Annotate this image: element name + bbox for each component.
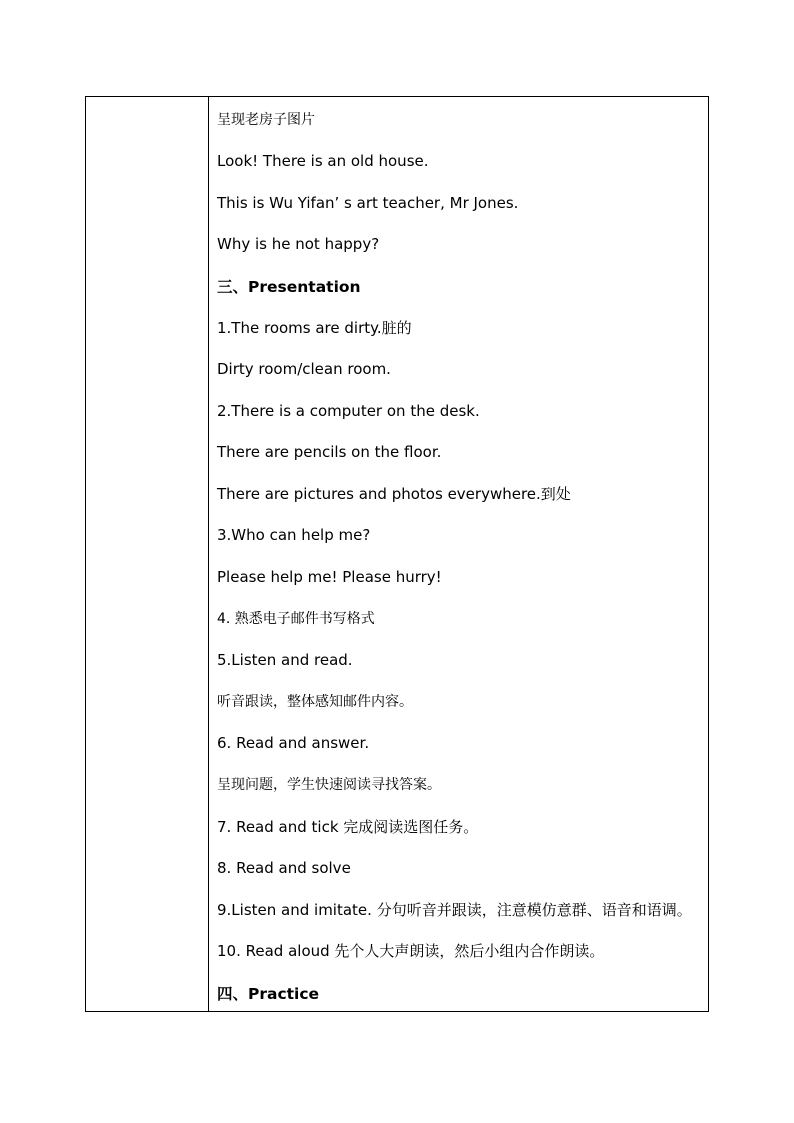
line-why-not-happy: Why is he not happy? [217,235,380,253]
line-please-help: Please help me! Please hurry! [217,568,442,586]
line-email-format: 4. 熟悉电子邮件书写格式 [217,611,375,627]
line-read-aloud: 10. Read aloud 先个人大声朗读，然后小组内合作朗读。 [217,942,605,960]
line-computer-on-desk: 2.There is a computer on the desk. [217,402,480,420]
column-divider [208,97,209,1011]
line-who-can-help: 3.Who can help me? [217,526,371,544]
section-heading-presentation: 三、Presentation [217,278,361,296]
line-listen-and-imitate: 9.Listen and imitate. 分句听音并跟读，注意模仿意群、语音和语调。 [217,901,692,919]
line-present-questions: 呈现问题，学生快速阅读寻找答案。 [217,777,441,793]
line-pencils-on-floor: There are pencils on the floor. [217,443,442,461]
line-listen-follow-email: 听音跟读，整体感知邮件内容。 [217,694,413,710]
line-look-old-house: Look! There is an old house. [217,152,429,170]
line-dirty-clean-room: Dirty room/clean room. [217,360,391,378]
line-pictures-everywhere: There are pictures and photos everywhere.到处 [217,485,571,503]
line-rooms-dirty: 1.The rooms are dirty.脏的 [217,319,412,337]
line-read-and-solve: 8. Read and solve [217,859,351,877]
line-read-and-tick: 7. Read and tick 完成阅读选图任务。 [217,818,479,836]
line-show-old-house-picture: 呈现老房子图片 [217,112,315,128]
lesson-table [85,96,709,1012]
section-heading-practice: 四、Practice [217,985,320,1003]
line-art-teacher: This is Wu Yifan’ s art teacher, Mr Jones. [217,194,519,212]
line-read-and-answer: 6. Read and answer. [217,734,370,752]
line-listen-and-read: 5.Listen and read. [217,651,353,669]
